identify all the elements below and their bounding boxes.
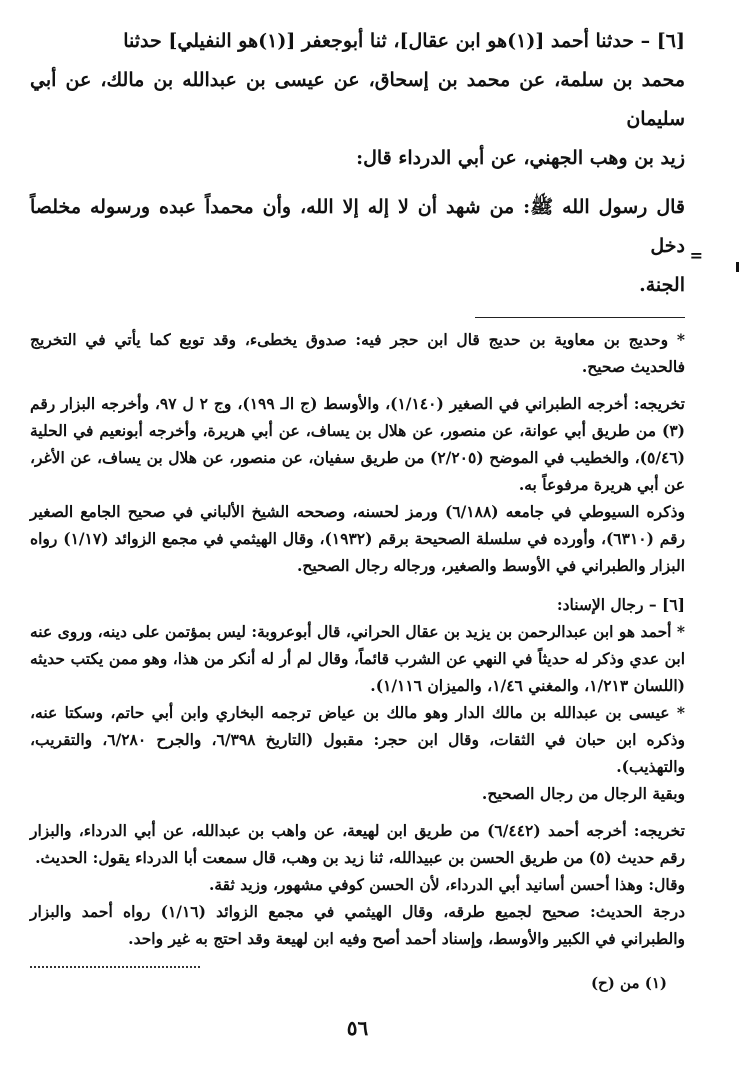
hadith-line: الجنة. xyxy=(639,274,685,296)
takhrij-paragraph: تخريجه: أخرجه أحمد (٦/٤٤٢) من طريق ابن لهيعة، عن واهب بن عبدالله، عن أبي الدرداء، والبزار رقم حديث (٥) من طريق الحسن بن عبيدالله، ثنا زيد بن وهب، قال سمعت أبا الدرداء يقول: الحديث. xyxy=(30,821,685,867)
footnote-separator xyxy=(30,966,200,968)
hadith-line: قال رسول الله ﷺ: من شهد أن لا إله إلا الله، وأن محمداً عبده ورسوله مخلصاً دخل xyxy=(30,196,685,257)
hadith-grade: درجة الحديث: صحيح لجميع طرقه، وقال الهيثمي في مجمع الزوائد (١/١٦) رواه أحمد والبزار والطبراني في الكبير والأوسط، وإسناد أحمد أصح وفيه ابن لهيعة وقد احتج به غير واحد. xyxy=(30,902,685,948)
hadith-line: محمد بن سلمة، عن محمد بن إسحاق، عن عيسى بن عبدالله بن مالك، عن أبي سليمان xyxy=(30,69,685,130)
page-number: ٥٦ xyxy=(346,1016,369,1040)
document-page xyxy=(30,22,685,1040)
footnote: (١) من (ح) xyxy=(590,974,667,992)
takhrij-paragraph: وقال: وهذا أحسن أسانيد أبي الدرداء، لأن الحسن كوفي مشهور، وزيد ثقة. xyxy=(208,875,685,894)
continuation-mark: = xyxy=(689,246,703,265)
hadith-line: [٦] – حدثنا أحمد [(١)هو ابن عقال]، ثنا أبوجعفر [(١)هو النفيلي] حدثنا xyxy=(123,30,685,52)
hadith-text xyxy=(30,22,685,305)
narrator-summary: وبقية الرجال من رجال الصحيح. xyxy=(481,784,685,803)
section-title: [٦] – رجال الإسناد: xyxy=(556,595,685,614)
commentary xyxy=(30,326,685,952)
hadith-line: زيد بن وهب الجهني، عن أبي الدرداء قال: xyxy=(356,147,685,169)
margin-mark xyxy=(736,262,739,272)
footnote-divider xyxy=(475,317,685,318)
narrator-entry: * أحمد هو ابن عبدالرحمن بن يزيد بن عقال الحراني، قال أبوعروبة: ليس بمؤتمن على دينه، وروى عنه ابن عدي وذكر له حديثاً في النهي عن الشرب قائماً، وقال لم أر له أنكر من هذا، وهو ممن يكتب حديثه (اللسان ١/٢١٣، والمغني ١/٤٦، والميزان ١/١١٦). xyxy=(30,622,685,695)
rawi-note: * وحديج بن معاوية بن حديج قال ابن حجر فيه: صدوق يخطىء، وقد توبع كما يأتي في التخريج فالحديث صحيح. xyxy=(30,330,685,376)
takhrij-paragraph: وذكره السيوطي في جامعه (٦/١٨٨) ورمز لحسنه، وصححه الشيخ الألباني في صحيح الجامع الصغير رقم (٦٣١٠)، وأورده في سلسلة الصحيحة برقم (١٩٣٢)، وقال الهيثمي في مجمع الزوائد (١/١٧) رواه البزار والطبراني في الأوسط والصغير، ورجاله رجال الصحيح. xyxy=(30,502,685,575)
takhrij-paragraph: تخريجه: أخرجه الطبراني في الصغير (١/١٤٠)، والأوسط (ج الـ ١٩٩)، وج ٢ ل ٩٧، وأخرجه البزار رقم (٣) من طريق أبي عوانة، عن منصور، عن هلال بن يساف، عن أبي هريرة، وأخرجه أبونعيم في الحلية (٥/٤٦)، والخطيب في الموضح (٢/٢٠٥) من طريق سفيان، عن منصور، عن هلال بن يساف، عن الأغر، عن أبي هريرة مرفوعاً به. xyxy=(30,394,685,494)
narrator-entry: * عيسى بن عبدالله بن مالك الدار وهو مالك بن عياض ترجمه البخاري وابن أبي حاتم، وسكتا عنه، وذكره ابن حبان في الثقات، وقال ابن حجر: مقبول (التاريخ ٦/٣٩٨، والجرح ٦/٢٨٠، والتقريب، والتهذيب). xyxy=(30,703,685,776)
